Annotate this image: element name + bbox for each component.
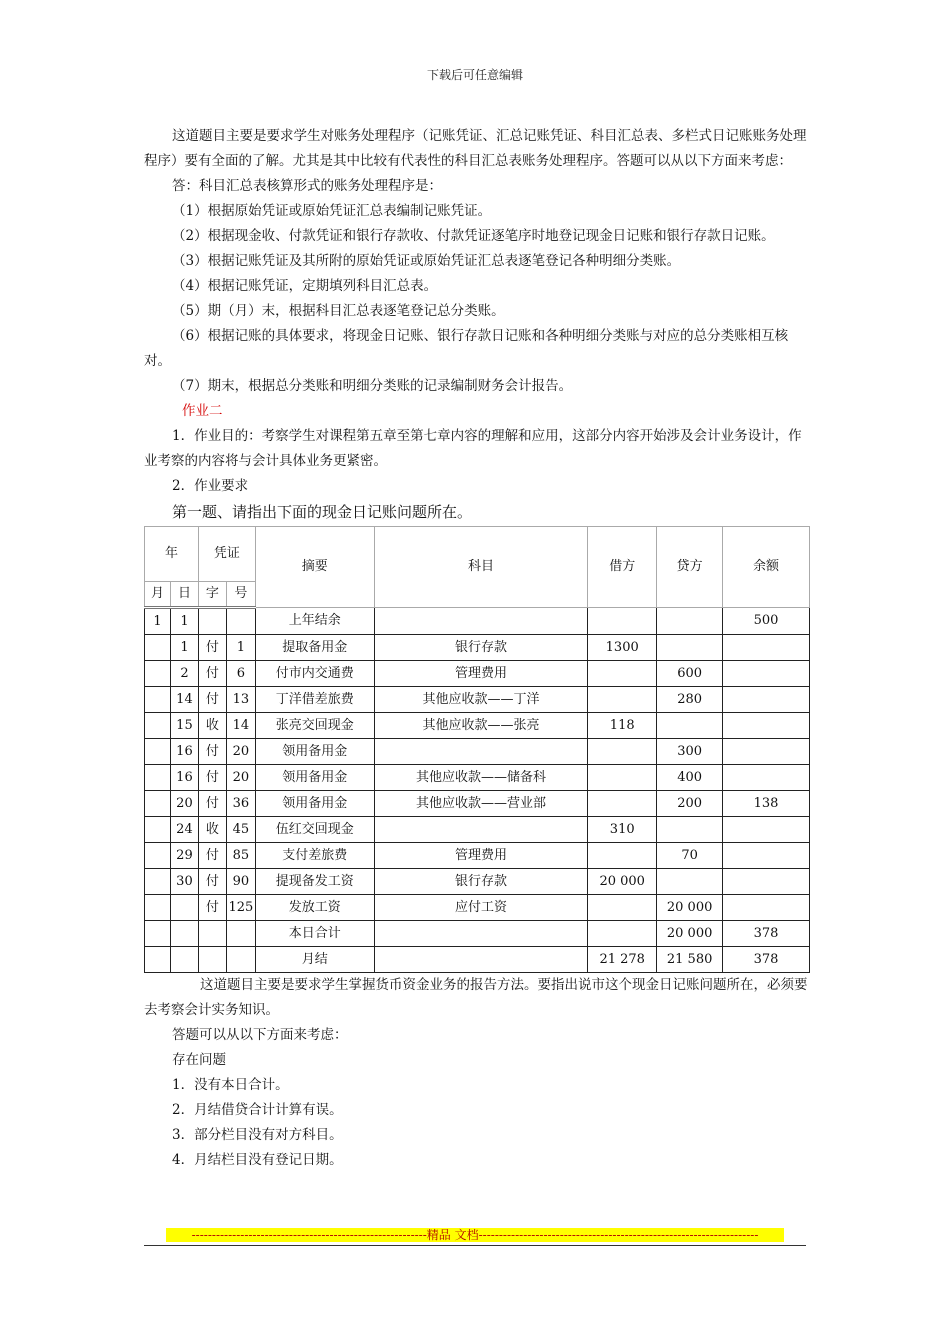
cell-balance: 378 <box>723 921 810 947</box>
cell-credit <box>657 608 723 635</box>
cell-summary: 发放工资 <box>255 895 374 921</box>
cell-credit <box>657 635 723 661</box>
cell-zi: 付 <box>198 765 226 791</box>
cell-zi: 付 <box>198 869 226 895</box>
cell-hao: 45 <box>226 817 255 843</box>
cell-credit <box>657 817 723 843</box>
cell-credit: 20 000 <box>657 895 723 921</box>
page-header: 下载后可任意编辑 <box>426 68 523 82</box>
cell-debit: 118 <box>588 713 657 739</box>
col-summary: 摘要 <box>255 527 374 608</box>
cell-account <box>374 817 588 843</box>
cell-account: 应付工资 <box>374 895 588 921</box>
cell-hao: 1 <box>226 635 255 661</box>
cell-day <box>170 895 198 921</box>
issue-3: 3．部分栏目没有对方科目。 <box>172 1127 343 1143</box>
cell-zi: 收 <box>198 713 226 739</box>
table-body <box>145 608 810 973</box>
cell-zi: 付 <box>198 895 226 921</box>
cell-summary: 张亮交回现金 <box>255 713 374 739</box>
cell-hao: 14 <box>226 713 255 739</box>
cell-day: 24 <box>170 817 198 843</box>
cell-debit <box>588 921 657 947</box>
cell-summary: 本日合计 <box>255 921 374 947</box>
cell-debit <box>588 791 657 817</box>
cell-summary: 领用备用金 <box>255 765 374 791</box>
table-row <box>145 817 810 843</box>
cell-credit: 400 <box>657 765 723 791</box>
cell-hao: 90 <box>226 869 255 895</box>
cell-account: 管理费用 <box>374 661 588 687</box>
col-account: 科目 <box>374 527 588 608</box>
cell-balance <box>723 843 810 869</box>
cell-account: 银行存款 <box>374 635 588 661</box>
table-row <box>145 608 810 635</box>
issue-1: 1．没有本日合计。 <box>172 1077 289 1093</box>
cell-balance: 500 <box>723 608 810 635</box>
step-1: （1）根据原始凭证或原始凭证汇总表编制记账凭证。 <box>172 203 492 219</box>
table-row <box>145 791 810 817</box>
cell-debit <box>588 661 657 687</box>
cell-account: 其他应收款——储备科 <box>374 765 588 791</box>
col-zi: 字 <box>198 582 226 608</box>
cell-balance <box>723 895 810 921</box>
cell-zi: 付 <box>198 635 226 661</box>
step-3: （3）根据记账凭证及其所附的原始凭证或原始凭证汇总表逐笔登记各种明细分类账。 <box>172 253 681 269</box>
homework-requirements: 2．作业要求 <box>172 478 249 494</box>
cell-day <box>170 921 198 947</box>
cell-day: 30 <box>170 869 198 895</box>
cell-summary: 付市内交通费 <box>255 661 374 687</box>
cell-account <box>374 739 588 765</box>
cell-month <box>145 661 171 687</box>
table-row <box>145 921 810 947</box>
cell-credit: 70 <box>657 843 723 869</box>
cell-account: 其他应收款——丁洋 <box>374 687 588 713</box>
table-row <box>145 635 810 661</box>
cell-month <box>145 921 171 947</box>
cell-zi: 付 <box>198 739 226 765</box>
step-7: （7）期末，根据总分类账和明细分类账的记录编制财务会计报告。 <box>172 378 573 394</box>
cell-balance <box>723 739 810 765</box>
cell-debit: 310 <box>588 817 657 843</box>
answer-heading: 答：科目汇总表核算形式的账务处理程序是： <box>172 178 442 194</box>
table-row <box>145 947 810 973</box>
cell-account <box>374 947 588 973</box>
cell-day: 16 <box>170 739 198 765</box>
cell-balance <box>723 817 810 843</box>
cell-summary: 提现备发工资 <box>255 869 374 895</box>
table-row <box>145 843 810 869</box>
step-4: （4）根据记账凭证，定期填列科目汇总表。 <box>172 278 438 294</box>
cell-day <box>170 947 198 973</box>
cell-balance <box>723 687 810 713</box>
step-2: （2）根据现金收、付款凭证和银行存款收、付款凭证逐笔序时地登记现金日记账和银行存款日记账。 <box>172 228 775 244</box>
cell-hao <box>226 921 255 947</box>
cell-credit <box>657 869 723 895</box>
cell-hao: 85 <box>226 843 255 869</box>
cell-day: 15 <box>170 713 198 739</box>
col-credit: 贷方 <box>657 527 723 608</box>
cell-debit <box>588 895 657 921</box>
cell-day: 2 <box>170 661 198 687</box>
step-5: （5）期（月）末，根据科目汇总表逐笔登记总分类账。 <box>172 303 505 319</box>
table-row <box>145 895 810 921</box>
cell-hao: 36 <box>226 791 255 817</box>
cell-balance <box>723 661 810 687</box>
col-year: 年 <box>145 527 199 582</box>
issue-2: 2．月结借贷合计计算有误。 <box>172 1102 343 1118</box>
cell-hao: 125 <box>226 895 255 921</box>
table-header-row <box>145 527 810 582</box>
cell-month <box>145 687 171 713</box>
cell-month <box>145 869 171 895</box>
cell-summary: 领用备用金 <box>255 791 374 817</box>
cell-debit <box>588 687 657 713</box>
cell-credit <box>657 713 723 739</box>
col-month: 月 <box>145 582 171 608</box>
cell-day: 1 <box>170 608 198 635</box>
cell-credit: 600 <box>657 661 723 687</box>
cell-month <box>145 947 171 973</box>
cell-summary: 领用备用金 <box>255 739 374 765</box>
cell-account: 其他应收款——张亮 <box>374 713 588 739</box>
cell-zi: 付 <box>198 661 226 687</box>
cell-month <box>145 817 171 843</box>
cell-summary: 上年结余 <box>255 608 374 635</box>
cash-journal-table <box>144 526 810 973</box>
table-row <box>145 661 810 687</box>
col-balance: 余额 <box>723 527 810 608</box>
cell-zi <box>198 947 226 973</box>
cell-debit: 21 278 <box>588 947 657 973</box>
cell-day: 29 <box>170 843 198 869</box>
table-row <box>145 687 810 713</box>
col-hao: 号 <box>226 582 255 608</box>
cell-credit: 200 <box>657 791 723 817</box>
cell-zi: 付 <box>198 843 226 869</box>
footer-watermark: ----------------------------------------------------------精品 文档--------------------------------------------------------------------- <box>166 1228 784 1242</box>
cell-balance <box>723 765 810 791</box>
cell-month <box>145 635 171 661</box>
cell-account: 管理费用 <box>374 843 588 869</box>
cell-month: 1 <box>145 608 171 635</box>
cell-month <box>145 843 171 869</box>
table-row <box>145 713 810 739</box>
cell-hao: 6 <box>226 661 255 687</box>
table-row <box>145 739 810 765</box>
cell-zi <box>198 608 226 635</box>
cell-hao <box>226 608 255 635</box>
cell-debit: 1300 <box>588 635 657 661</box>
cell-credit: 300 <box>657 739 723 765</box>
cell-account <box>374 921 588 947</box>
cell-month <box>145 791 171 817</box>
col-voucher: 凭证 <box>198 527 255 582</box>
cell-month <box>145 713 171 739</box>
issue-4: 4．月结栏目没有登记日期。 <box>172 1152 343 1168</box>
cell-day: 16 <box>170 765 198 791</box>
cell-hao: 20 <box>226 739 255 765</box>
cell-debit <box>588 765 657 791</box>
step-6: （6）根据记账的具体要求，将现金日记账、银行存款日记账和各种明细分类账与对应的总分类账相互核对。 <box>144 328 789 369</box>
footer-divider <box>144 1245 806 1246</box>
cell-zi <box>198 921 226 947</box>
cell-balance <box>723 869 810 895</box>
cell-summary: 伍红交回现金 <box>255 817 374 843</box>
cell-month <box>145 895 171 921</box>
cell-credit: 21 580 <box>657 947 723 973</box>
cell-summary: 月结 <box>255 947 374 973</box>
document-body <box>144 124 809 1173</box>
cell-credit: 280 <box>657 687 723 713</box>
cell-hao: 13 <box>226 687 255 713</box>
cell-debit <box>588 608 657 635</box>
analysis-approach: 答题可以从以下方面来考虑： <box>172 1027 348 1043</box>
cell-summary: 提取备用金 <box>255 635 374 661</box>
cell-debit: 20 000 <box>588 869 657 895</box>
cell-summary: 丁洋借差旅费 <box>255 687 374 713</box>
cell-zi: 付 <box>198 791 226 817</box>
cell-day: 20 <box>170 791 198 817</box>
cell-balance: 138 <box>723 791 810 817</box>
cell-month <box>145 739 171 765</box>
cell-balance <box>723 635 810 661</box>
col-day: 日 <box>170 582 198 608</box>
cell-day: 14 <box>170 687 198 713</box>
cell-hao <box>226 947 255 973</box>
cell-credit: 20 000 <box>657 921 723 947</box>
cell-hao: 20 <box>226 765 255 791</box>
cell-account <box>374 608 588 635</box>
cell-debit <box>588 843 657 869</box>
cell-month <box>145 765 171 791</box>
cell-zi: 收 <box>198 817 226 843</box>
section-title-homework2: 作业二 <box>182 403 223 419</box>
issues-heading: 存在问题 <box>172 1052 226 1068</box>
table-row <box>145 869 810 895</box>
intro-paragraph: 这道题目主要是要求学生对账务处理程序（记账凭证、汇总记账凭证、科目汇总表、多栏式日记账账务处理程序）要有全面的了解。尤其是其中比较有代表性的科目汇总表账务处理程序。答题可以从以下方面来考虑： <box>144 128 807 169</box>
cell-account: 其他应收款——营业部 <box>374 791 588 817</box>
cell-account: 银行存款 <box>374 869 588 895</box>
cell-summary: 支付差旅费 <box>255 843 374 869</box>
cell-zi: 付 <box>198 687 226 713</box>
cell-day: 1 <box>170 635 198 661</box>
cell-debit <box>588 739 657 765</box>
analysis-paragraph: 这道题目主要是要求学生掌握货币资金业务的报告方法。要指出说市这个现金日记账问题所在，必须要去考察会计实务知识。 <box>144 977 808 1018</box>
question-1-title: 第一题、请指出下面的现金日记账问题所在。 <box>172 503 473 521</box>
homework-purpose: 1．作业目的：考察学生对课程第五章至第七章内容的理解和应用，这部分内容开始涉及会计业务设计，作业考察的内容将与会计具体业务更紧密。 <box>144 428 802 469</box>
col-debit: 借方 <box>588 527 657 608</box>
table-row <box>145 765 810 791</box>
cell-balance: 378 <box>723 947 810 973</box>
cell-balance <box>723 713 810 739</box>
